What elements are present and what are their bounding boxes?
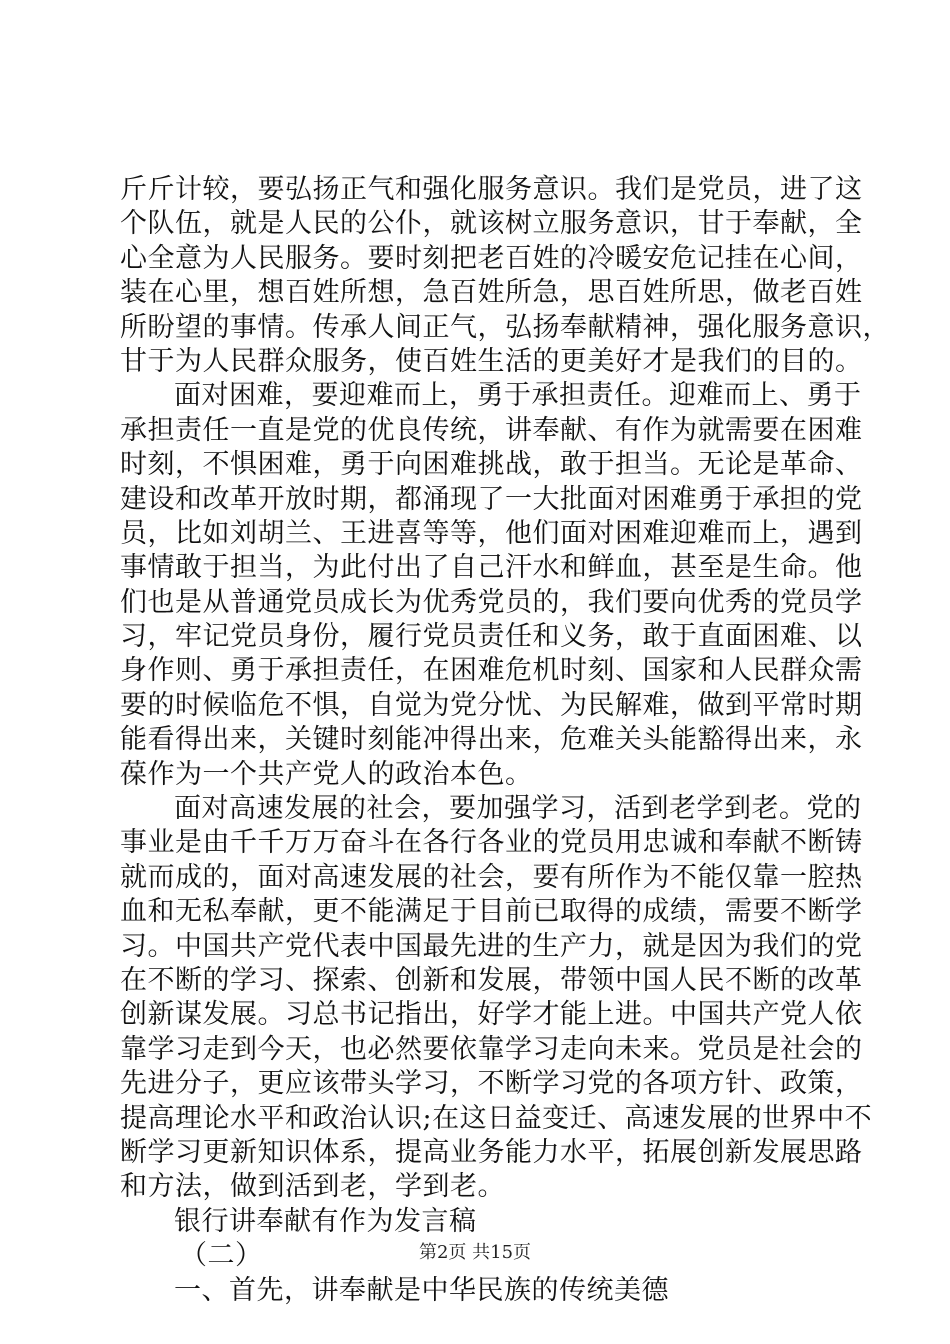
text-line: 习。中国共产党代表中国最先进的生产力，就是因为我们的党	[120, 930, 863, 962]
text-line: 事情敢于担当，为此付出了自己汗水和鲜血，甚至是生命。他	[120, 552, 863, 584]
text-line: 就而成的，面对高速发展的社会，要有所作为不能仅靠一腔热	[120, 861, 863, 893]
section-number: （二）	[180, 1240, 263, 1272]
text-line: 断学习更新知识体系，提高业务能力水平，拓展创新发展思路	[120, 1136, 863, 1168]
text-line: 承担责任一直是党的优良传统，讲奉献、有作为就需要在困难	[120, 414, 863, 446]
section-title: 银行讲奉献有作为发言稿	[174, 1205, 477, 1237]
text-line: 斤斤计较，要弘扬正气和强化服务意识。我们是党员，进了这	[120, 174, 863, 205]
text-line: 所盼望的事情。传承人间正气，弘扬奉献精神，强化服务意识，	[120, 311, 890, 343]
text-line: 提高理论水平和政治认识;在这日益变迁、高速发展的世界中不	[120, 1102, 873, 1134]
text-line: 事业是由千千万万奋斗在各行各业的党员用忠诚和奉献不断铸	[120, 827, 863, 859]
text-line: 装在心里，想百姓所想，急百姓所急，思百姓所思，做老百姓	[120, 277, 863, 309]
text-line: 先进分子，更应该带头学习，不断学习党的各项方针、政策，	[120, 1068, 863, 1100]
section-heading: 一、首先，讲奉献是中华民族的传统美德	[174, 1274, 669, 1306]
text-line: 心全意为人民服务。要时刻把老百姓的冷暖安危记挂在心间，	[120, 242, 863, 274]
paragraph-start-line: 面对高速发展的社会，要加强学习，活到老学到老。党的	[174, 793, 862, 825]
text-line: 时刻，不惧困难，勇于向困难挑战，敢于担当。无论是革命、	[120, 449, 863, 481]
text-line: 创新谋发展。习总书记指出，好学才能上进。中国共产党人依	[120, 999, 863, 1031]
text-line: 个队伍，就是人民的公仆，就该树立服务意识，甘于奉献，全	[120, 208, 863, 240]
text-line: 身作则、勇于承担责任，在困难危机时刻、国家和人民群众需	[120, 655, 863, 687]
paragraph-start-line: 面对困难，要迎难而上，勇于承担责任。迎难而上、勇于	[174, 380, 862, 412]
text-line: 建设和改革开放时期，都涌现了一大批面对困难勇于承担的党	[120, 483, 863, 515]
text-line: 葆作为一个共产党人的政治本色。	[120, 758, 533, 790]
body-text	[120, 173, 890, 1308]
text-line: 在不断的学习、探索、创新和发展，带领中国人民不断的改革	[120, 964, 863, 996]
text-line: 们也是从普通党员成长为优秀党员的，我们要向优秀的党员学	[120, 586, 863, 618]
text-line: 靠学习走到今天，也必然要依靠学习走向未来。党员是社会的	[120, 1033, 863, 1065]
text-line: 和方法，做到活到老，学到老。	[120, 1171, 505, 1203]
text-line: 要的时候临危不惧，自觉为党分忧、为民解难，做到平常时期	[120, 689, 863, 721]
text-line: 甘于为人民群众服务，使百姓生活的更美好才是我们的目的。	[120, 345, 863, 377]
page-indicator: 第2页 共15页	[418, 1242, 532, 1263]
text-line: 员，比如刘胡兰、王进喜等等，他们面对困难迎难而上，遇到	[120, 517, 863, 549]
text-line: 能看得出来，关键时刻能冲得出来，危难关头能豁得出来，永	[120, 724, 863, 756]
text-line: 血和无私奉献，更不能满足于目前已取得的成绩，需要不断学	[120, 896, 863, 928]
text-line: 习，牢记党员身份，履行党员责任和义务，敢于直面困难、以	[120, 621, 863, 653]
